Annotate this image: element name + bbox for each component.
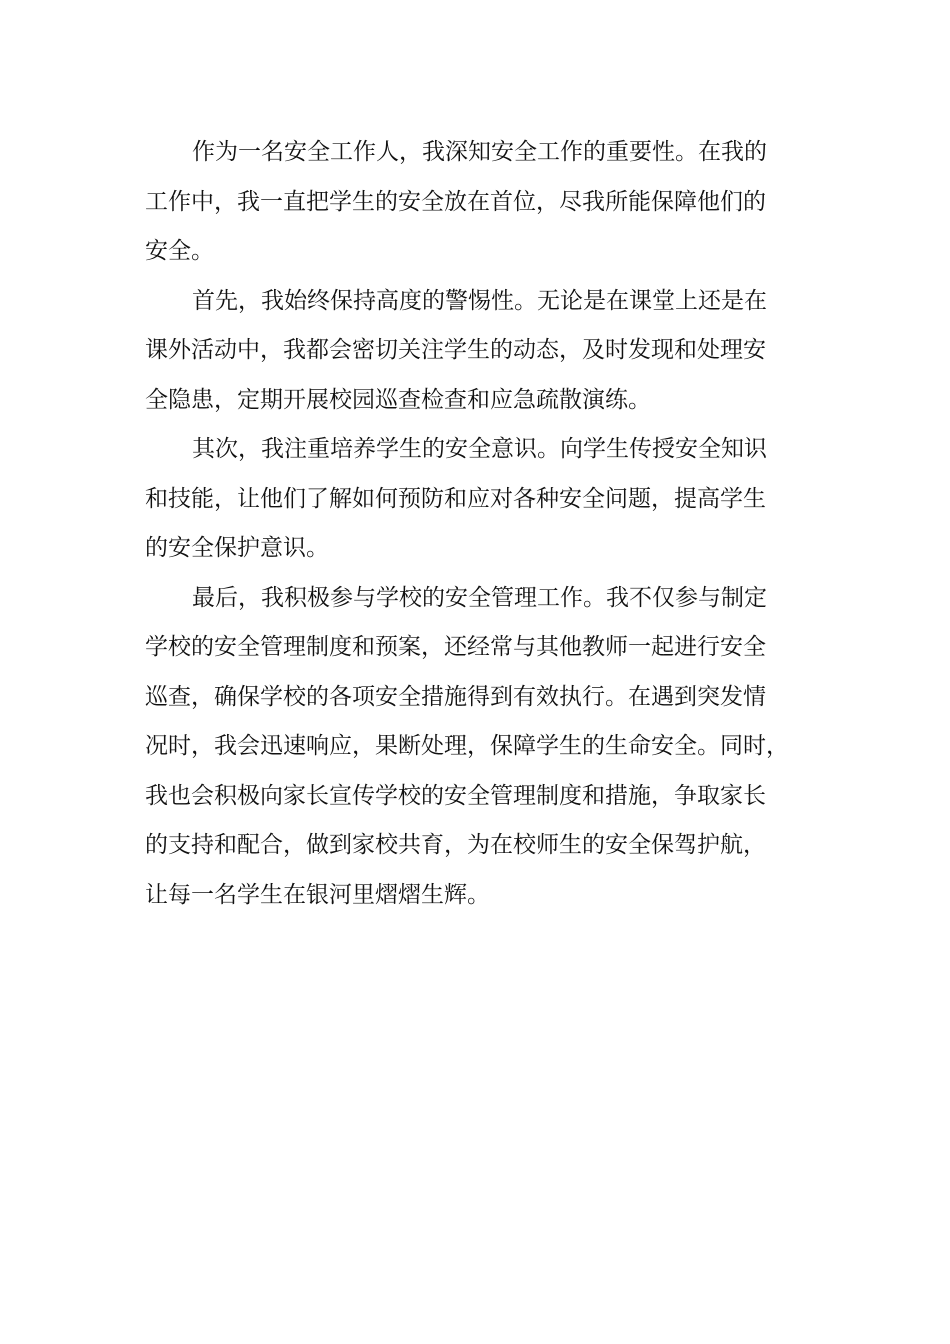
paragraph-line: 学校的安全管理制度和预案，还经常与其他教师一起进行安全 bbox=[145, 634, 766, 660]
document-body bbox=[145, 128, 835, 920]
paragraph-line: 安全。 bbox=[145, 238, 214, 264]
paragraph-4 bbox=[145, 574, 835, 921]
paragraph-line: 巡查，确保学校的各项安全措施得到有效执行。在遇到突发情 bbox=[145, 683, 766, 710]
paragraph-line: 我也会积极向家长宣传学校的安全管理制度和措施，争取家长 bbox=[145, 782, 766, 809]
paragraph-line: 的安全保护意识。 bbox=[145, 535, 329, 561]
paragraph-2 bbox=[145, 277, 835, 426]
paragraph-line: 首先，我始终保持高度的警惕性。无论是在课堂上还是在 bbox=[192, 287, 767, 314]
paragraph-line: 最后，我积极参与学校的安全管理工作。我不仅参与制定 bbox=[192, 584, 767, 611]
paragraph-line: 让每一名学生在银河里熠熠生辉。 bbox=[145, 881, 490, 908]
paragraph-line: 全隐患，定期开展校园巡查检查和应急疏散演练。 bbox=[145, 386, 651, 413]
paragraph-line: 的支持和配合，做到家校共育，为在校师生的安全保驾护航， bbox=[145, 832, 766, 858]
paragraph-line: 课外活动中，我都会密切关注学生的动态，及时发现和处理安 bbox=[145, 337, 766, 363]
paragraph-line: 和技能，让他们了解如何预防和应对各种安全问题，提高学生 bbox=[145, 485, 766, 512]
paragraph-line: 况时，我会迅速响应，果断处理，保障学生的生命安全。同时， bbox=[145, 733, 789, 759]
paragraph-line: 其次，我注重培养学生的安全意识。向学生传授安全知识 bbox=[192, 436, 767, 462]
paragraph-1 bbox=[145, 128, 835, 277]
paragraph-line: 作为一名安全工作人，我深知安全工作的重要性。在我的 bbox=[192, 139, 767, 165]
paragraph-line: 工作中，我一直把学生的安全放在首位，尽我所能保障他们的 bbox=[145, 188, 766, 215]
paragraph-3 bbox=[145, 425, 835, 574]
